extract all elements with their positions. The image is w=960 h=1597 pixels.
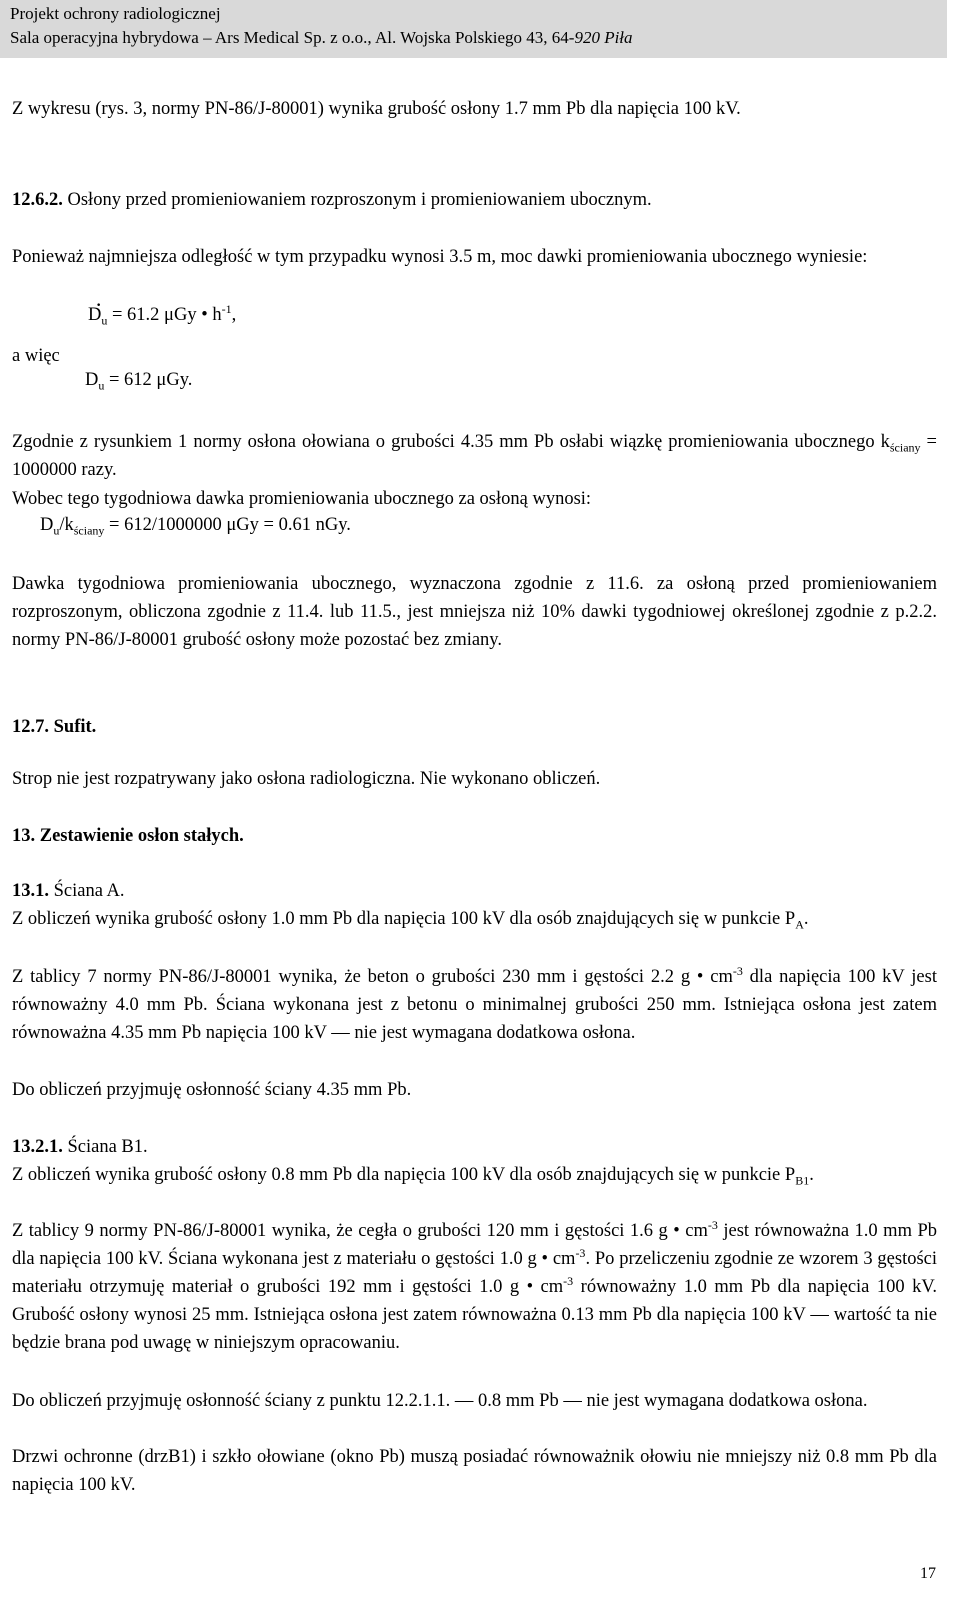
paragraph-strop: Strop nie jest rozpatrywany jako osłona radiologiczna. Nie wykonano obliczeń. xyxy=(12,769,601,789)
paragraph-wykres: Z wykresu (rys. 3, normy PN-86/J-80001) wynika grubość osłony 1.7 mm Pb dla napięcia 100 kV. xyxy=(12,99,741,119)
equation-dose: $D_u = 612$ μGy. xyxy=(85,370,193,393)
equation-dose-rate: · $D_u = 61.2$ μGy • $h^{-1}$, xyxy=(88,305,236,326)
section-12-6-2-heading: 12.6.2. Osłony przed promieniowaniem rozproszonym i promieniowaniem ubocznym. xyxy=(12,190,652,210)
section-13-heading: 13. Zestawienie osłon stałych. xyxy=(12,826,244,846)
paragraph-drzwi: Drzwi ochronne (drzB1) i szkło ołowiane (okno Pb) muszą posiadać równoważnik ołowiu nie mniejszy niż 0.8 mm Pb dla napięcia 100 kV. xyxy=(12,1447,937,1495)
paragraph-sciana-b1-przyjmuje: Do obliczeń przyjmuję osłonność ściany z punktu 12.2.1.1. — 0.8 mm Pb — nie jest wymagana dodatkowa osłona. xyxy=(12,1391,868,1411)
text-a-wiec: a więc xyxy=(12,346,60,366)
paragraph-zgodnie: Zgodnie z rysunkiem 1 normy osłona ołowiana o grubości 4.35 mm Pb osłabi wiązkę promieniowania ubocznego $k_{ściany} = 1000000$ razy. xyxy=(12,432,937,480)
equation-weekly-dose: $D_u/k_{ściany} = 612/1000000$ μGy = 0.61 nGy. xyxy=(40,515,351,538)
page-number: 17 xyxy=(920,1565,936,1582)
paragraph-sciana-a-przyjmuje: Do obliczeń przyjmuję osłonność ściany 4.35 mm Pb. xyxy=(12,1080,412,1100)
section-13-1-heading: 13.1. Ściana A. xyxy=(12,881,125,901)
paragraph-odleglosc: Ponieważ najmniejsza odległość w tym przypadku wynosi 3.5 m, moc dawki promieniowania ubocznego wyniesie: xyxy=(12,247,868,267)
page-header xyxy=(0,0,947,58)
paragraph-sciana-b1-obliczenia: Z obliczeń wynika grubość osłony 0.8 mm Pb dla napięcia 100 kV dla osób znajdujących się w punkcie $P_{B1}$. xyxy=(12,1165,814,1188)
section-12-7-heading: 12.7. Sufit. xyxy=(12,717,97,737)
paragraph-wobec: Wobec tego tygodniowa dawka promieniowania ubocznego za osłoną wynosi: xyxy=(12,489,592,509)
paragraph-sciana-a-obliczenia: Z obliczeń wynika grubość osłony 1.0 mm Pb dla napięcia 100 kV dla osób znajdujących się w punkcie $P_A$. xyxy=(12,909,809,932)
paragraph-dawka: Dawka tygodniowa promieniowania ubocznego, wyznaczona zgodnie z 11.6. za osłoną przed promieniowaniem rozproszonym, obliczona zgodnie z 11.4. lub 11.5., jest mniejsza niż 10% dawki tygodniowej określonej zgodnie z p.2.2. normy PN-86/J-80001 grubość osłony może pozostać bez zmiany. xyxy=(12,574,937,650)
paragraph-sciana-a-tablica: Z tablicy 7 normy PN-86/J-80001 wynika, że beton o grubości 230 mm i gęstości 2.2 g • $cm^{-3}$ dla napięcia 100 kV jest równoważny 4.0 mm Pb. Ściana wykonana jest z betonu o minimalnej grubości 250 mm. Istniejąca osłona jest zatem równoważna 4.35 mm Pb napięcia 100 kV — nie jest wymagana dodatkowa osłona. xyxy=(12,963,937,1043)
section-13-2-1-heading: 13.2.1. Ściana B1. xyxy=(12,1137,148,1157)
paragraph-sciana-b1-tablica: Z tablicy 9 normy PN-86/J-80001 wynika, że cegła o grubości 120 mm i gęstości 1.6 g • $cm^{-3}$ jest równoważna 1.0 mm Pb dla napięcia 100 kV. Ściana wykonana jest z materiału o gęstości 1.0 g • $cm^{-3}$. Po przeliczeniu zgodnie ze wzorem 3 gęstości materiału otrzymuję materiał o grubości 192 mm i gęstości 1.0 g • $cm^{-3}$ równoważny 1.0 mm Pb dla napięcia 100 kV. Grubość osłony wynosi 25 mm. Istniejąca osłona jest zatem równoważna 0.13 mm Pb dla napięcia 100 kV — wartość ta nie będzie brana pod uwagę w niniejszym opracowaniu. xyxy=(12,1217,938,1353)
header-title: Projekt ochrony radiologicznej xyxy=(10,4,221,23)
header-address: Sala operacyjna hybrydowa – Ars Medical Sp. z o.o., Al. Wojska Polskiego 43, 64-920 Piła xyxy=(10,28,633,47)
